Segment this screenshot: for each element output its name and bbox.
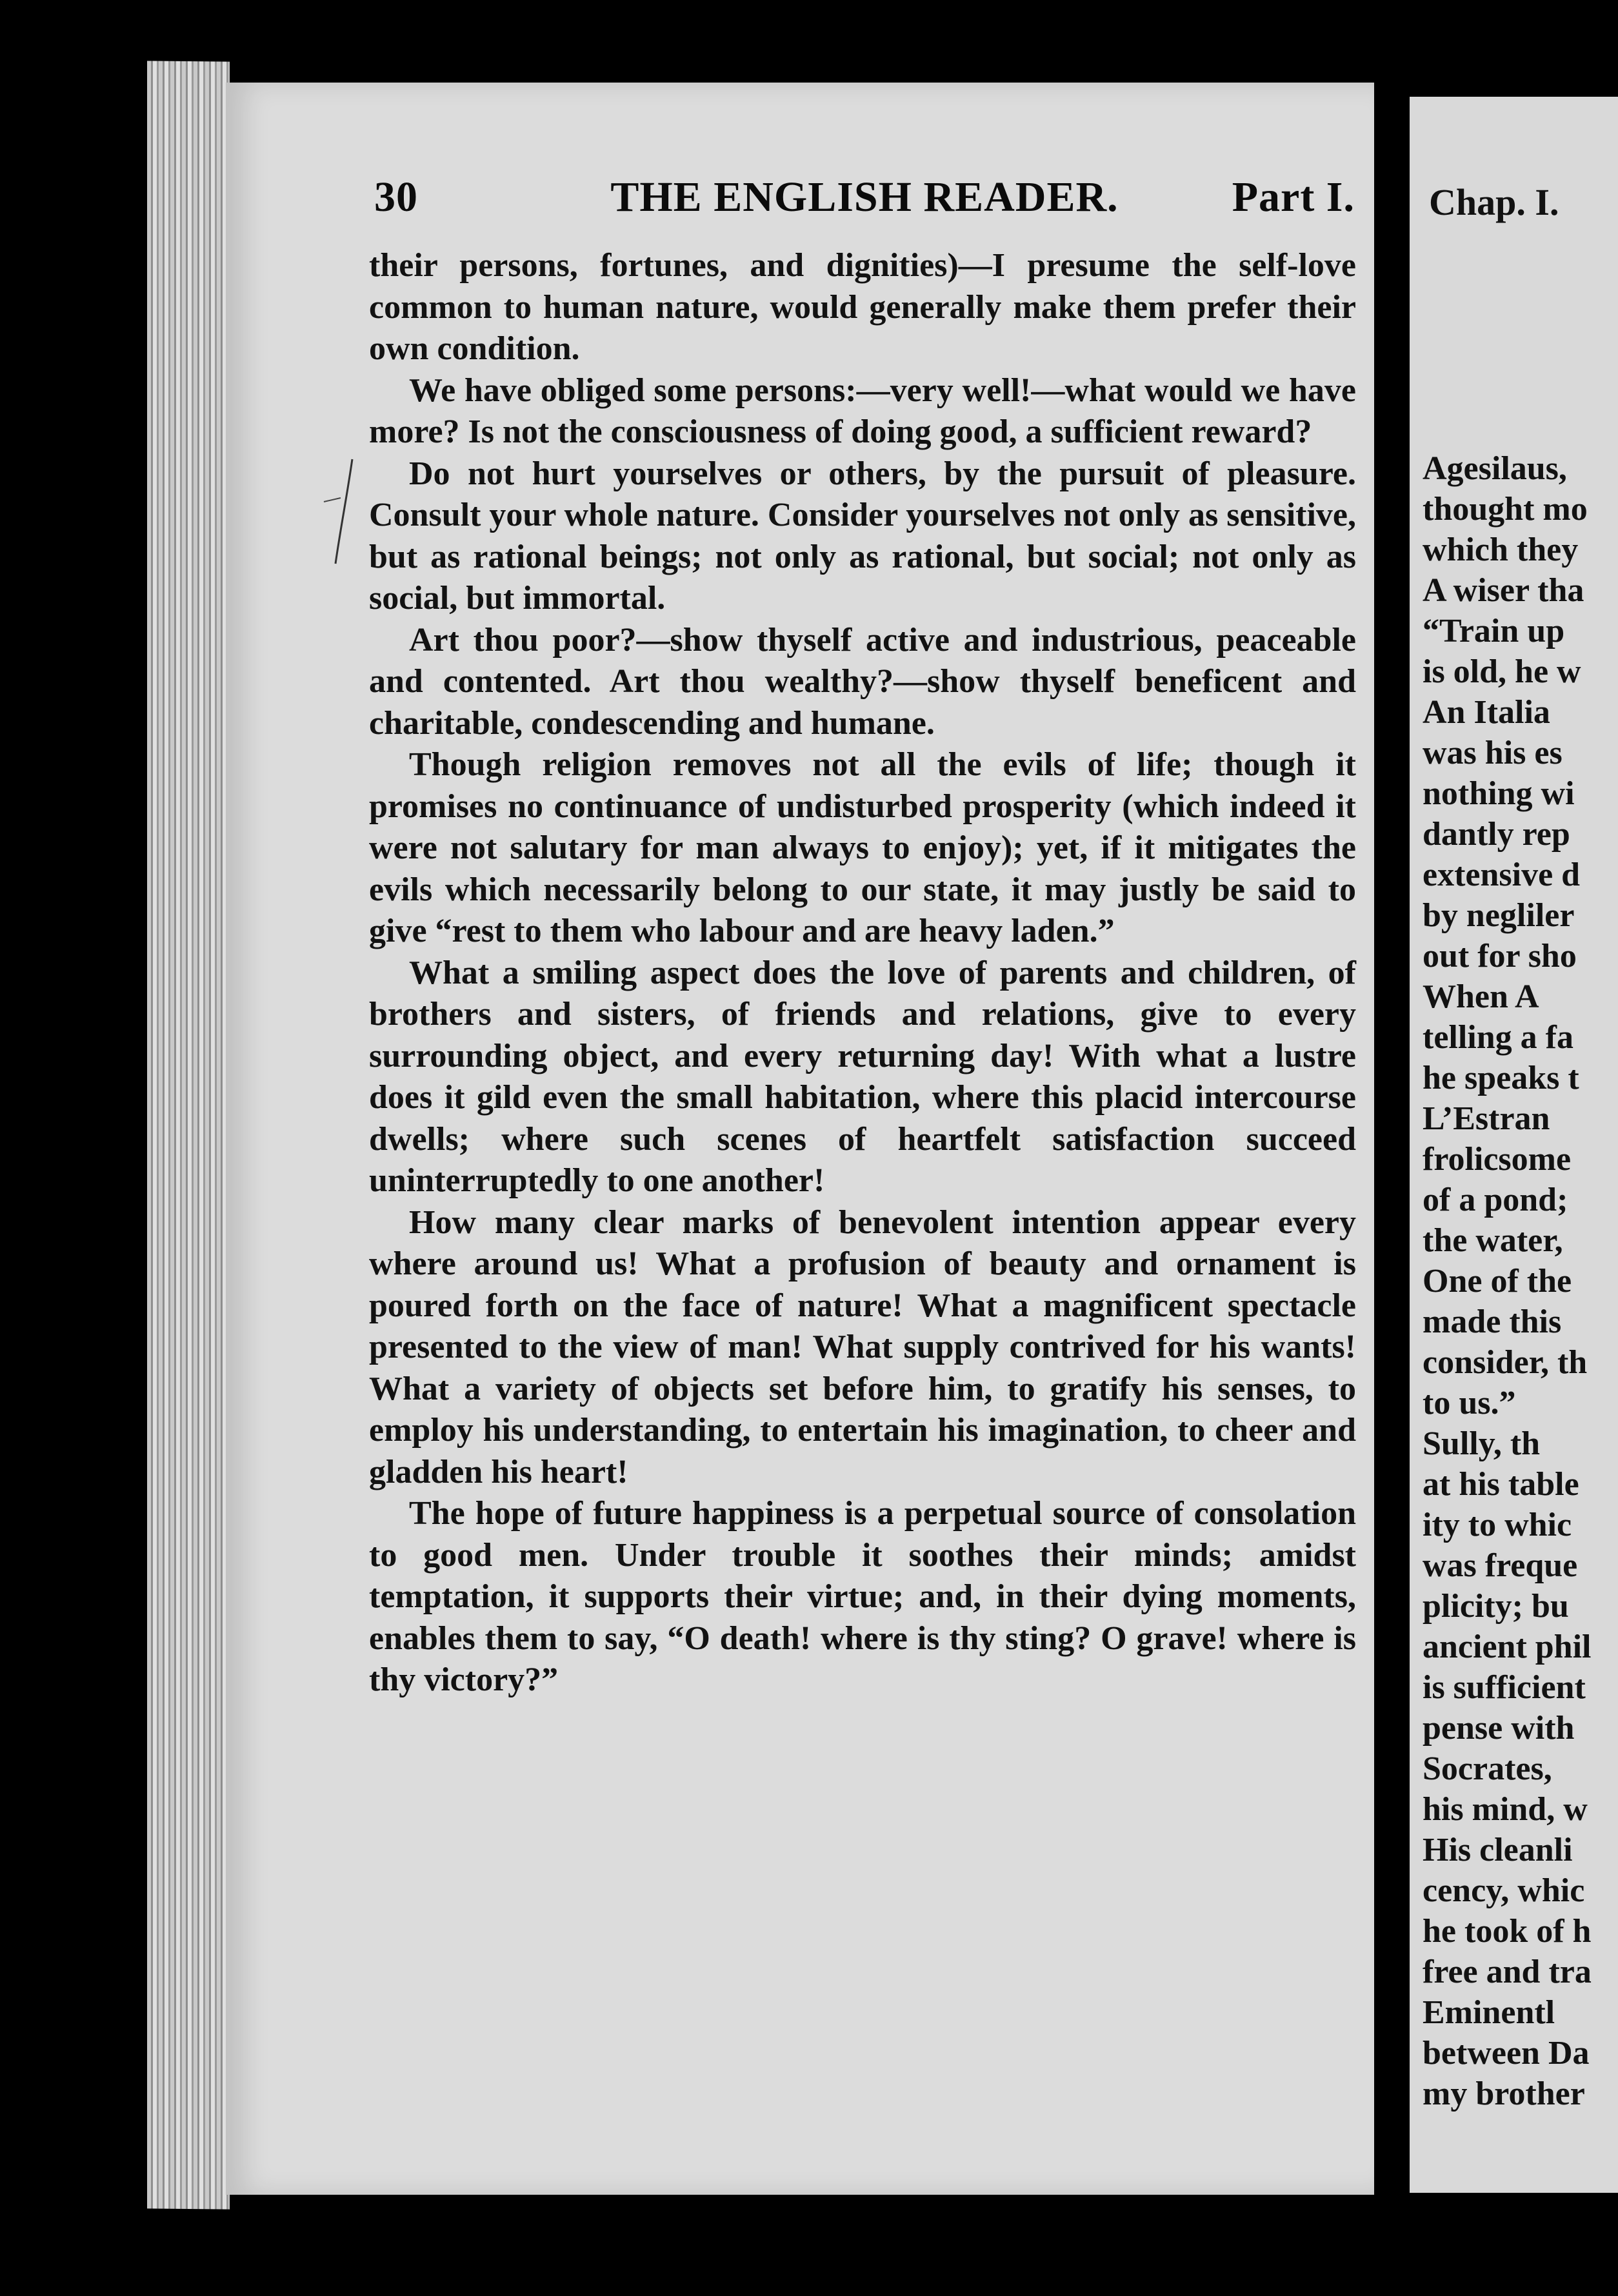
- facing-page-line: is sufficient: [1423, 1669, 1586, 1706]
- facing-page-line: “Train up: [1423, 613, 1565, 649]
- paragraph: What a smiling aspect does the love of parents and children, of brothers and sisters, of friends and relations, give to every surrounding object, and every returning day! With what a lustre does it gild even the small habitation, where this placid intercourse dwells; where such scenes of heartfelt satisfaction succeed uninterruptedly to one another!: [369, 954, 1356, 1199]
- facing-page-line: L’Estran: [1423, 1100, 1550, 1137]
- part-label: Part I.: [1232, 173, 1355, 221]
- facing-page-line: pense with: [1423, 1710, 1575, 1747]
- facing-page-line: to us.”: [1423, 1385, 1516, 1421]
- facing-page-line: ity to whic: [1423, 1507, 1572, 1543]
- facing-page-line: nothing wi: [1423, 775, 1575, 812]
- paragraph: How many clear marks of benevolent intention appear every where around us! What a profusion of beauty and ornament is poured forth on the face of nature! What a magnificent spectacle presented to the view of man! What supply contrived for his wants! What a variety of objects set before him, to gratify his senses, to employ his understanding, to entertain his imagination, to cheer and gladden his heart!: [369, 1203, 1356, 1490]
- facing-page-line: is old, he w: [1423, 653, 1581, 690]
- facing-page-line: An Italia: [1423, 694, 1550, 731]
- facing-page-line: free and tra: [1423, 1954, 1592, 1990]
- running-header: [374, 173, 1355, 237]
- facing-page-line: his mind, w: [1423, 1791, 1588, 1828]
- facing-page-header: Chap. I.: [1429, 181, 1559, 223]
- facing-page-line: cency, whic: [1423, 1872, 1585, 1909]
- facing-page-line: frolicsome: [1423, 1141, 1572, 1178]
- facing-page-line: plicity; bu: [1423, 1588, 1569, 1625]
- facing-page-line: which they: [1423, 531, 1579, 568]
- facing-page-line: he speaks t: [1423, 1060, 1579, 1096]
- paragraph: Though religion removes not all the evils of life; though it promises no continuance of undisturbed prosperity (which indeed it were not salutary for man always to enjoy); yet, if it mitigates the evils which necessarily belong to our state, it may justly be said to give “rest to them who labour and are heavy laden.”: [369, 746, 1356, 949]
- paragraph: We have obliged some persons:—very well!—what would we have more? Is not the consciousness of doing good, a sufficient reward?: [369, 371, 1356, 450]
- facing-page-line: out for sho: [1423, 938, 1577, 975]
- book-title: THE ENGLISH READER.: [610, 173, 1119, 221]
- paragraph: Art thou poor?—show thyself active and industrious, peaceable and contented. Art thou wealthy?—show thyself beneficent and charitable, condescending and humane.: [369, 621, 1356, 742]
- facing-page-line: Agesilaus,: [1423, 450, 1567, 487]
- paragraph: their persons, fortunes, and dignities)—I presume the self-love common to human nature, would generally make them prefer their own condition.: [369, 247, 1356, 367]
- facing-page-line: thought mo: [1423, 491, 1588, 528]
- facing-page-line: consider, th: [1423, 1344, 1588, 1381]
- page-edges: [147, 61, 230, 2209]
- facing-page-line: telling a fa: [1423, 1019, 1573, 1056]
- facing-page-line: my brother: [1423, 2075, 1585, 2112]
- facing-page-line: extensive d: [1423, 856, 1581, 893]
- facing-page-line: at his table: [1423, 1466, 1579, 1503]
- paragraph: Do not hurt yourselves or others, by the pursuit of pleasure. Consult your whole nature. Consider yourselves not only as sensitive, but as rational beings; not only as rational, but social; not only as social, but immortal.: [369, 455, 1356, 617]
- facing-page-line: When A: [1423, 978, 1539, 1015]
- facing-page-line: between Da: [1423, 2035, 1590, 2072]
- body-text: [369, 245, 1356, 1701]
- facing-page: [1410, 97, 1618, 2193]
- paragraph: The hope of future happiness is a perpetual source of consolation to good men. Under trouble it soothes their minds; amidst temptation, it supports their virtue; and, in their dying moments, enables them to say, “O death! where is thy sting? O grave! where is thy victory?”: [369, 1495, 1356, 1698]
- facing-page-line: was freque: [1423, 1547, 1578, 1584]
- facing-page-line: One of the: [1423, 1263, 1572, 1300]
- page-number: 30: [374, 173, 418, 221]
- facing-page-line: by negliler: [1423, 897, 1575, 934]
- facing-page-line: A wiser tha: [1423, 572, 1584, 609]
- facing-page-line: Socrates,: [1423, 1750, 1552, 1787]
- facing-page-line: of a pond;: [1423, 1182, 1568, 1218]
- pencil-mark: [321, 457, 366, 566]
- facing-page-text: [1423, 448, 1618, 2114]
- facing-page-line: ancient phil: [1423, 1628, 1592, 1665]
- facing-page-line: the water,: [1423, 1222, 1563, 1259]
- facing-page-line: he took of h: [1423, 1913, 1592, 1950]
- facing-page-line: Eminentl: [1423, 1994, 1555, 2031]
- facing-page-line: was his es: [1423, 735, 1563, 771]
- left-page: [226, 83, 1374, 2195]
- facing-page-line: Sully, th: [1423, 1425, 1541, 1462]
- facing-page-line: His cleanli: [1423, 1832, 1573, 1868]
- facing-page-line: made this: [1423, 1303, 1562, 1340]
- facing-page-line: dantly rep: [1423, 816, 1570, 853]
